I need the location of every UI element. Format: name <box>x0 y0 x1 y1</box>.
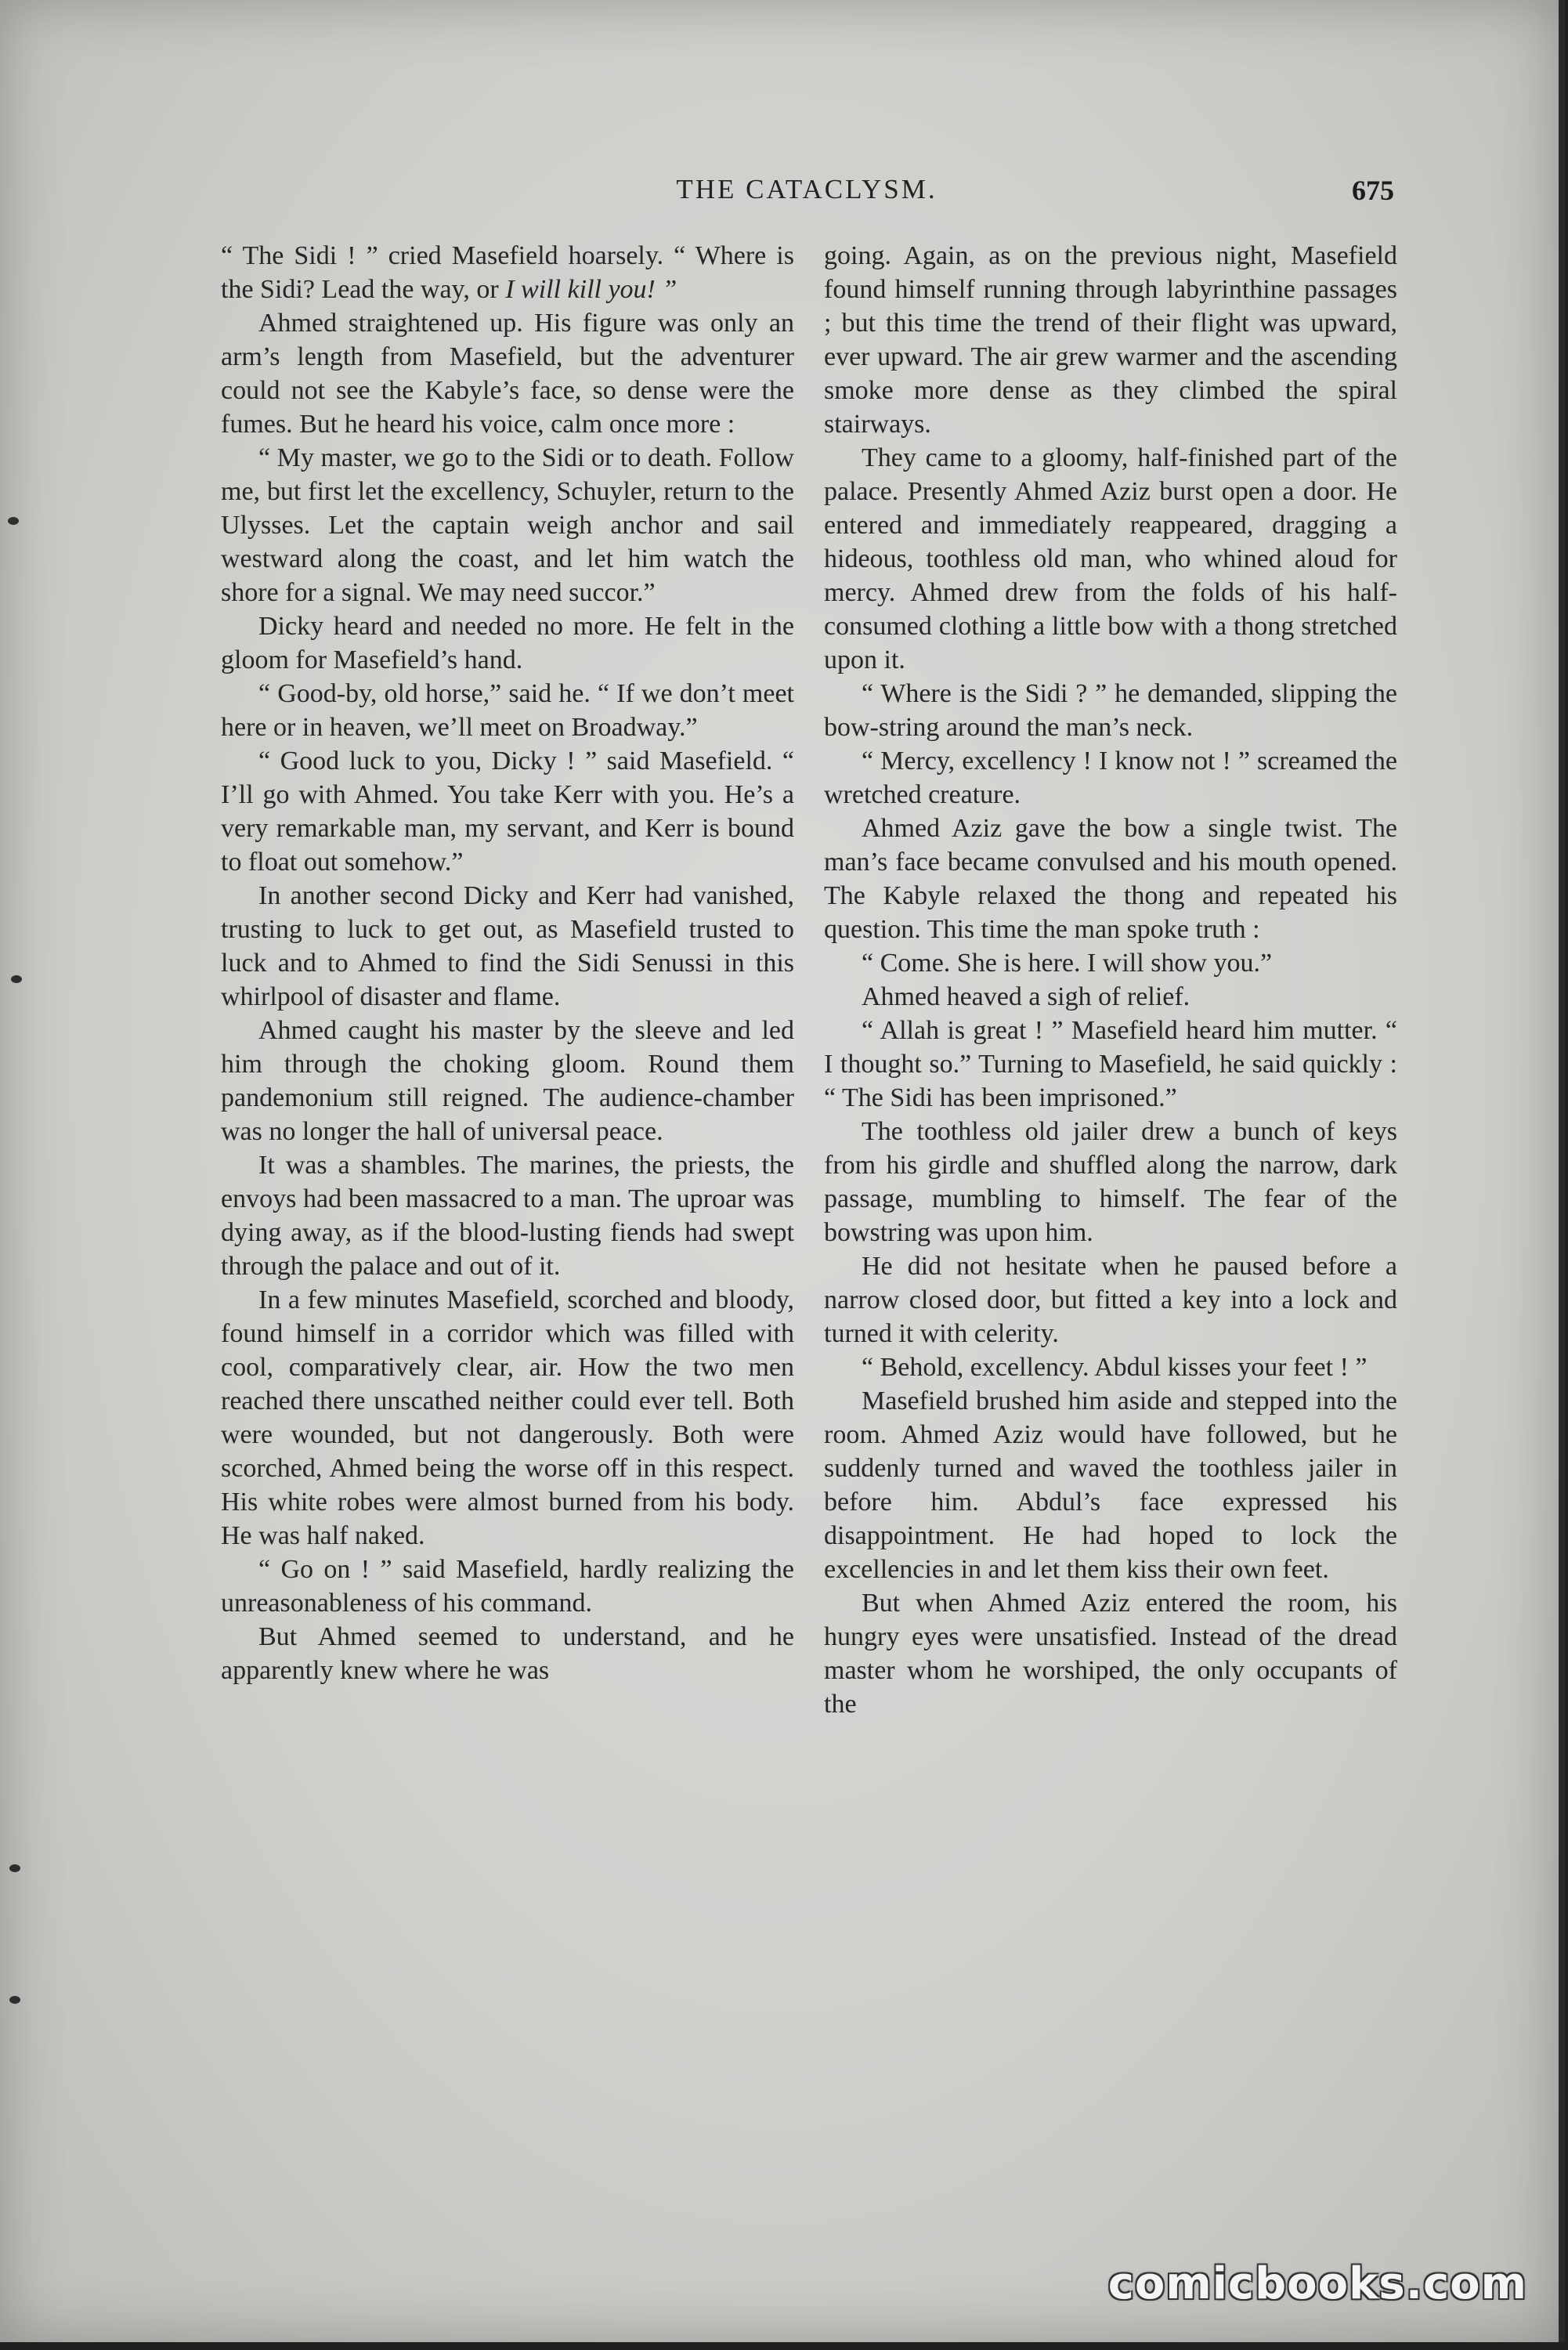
italic-text: I will kill you! ” <box>505 275 677 304</box>
paragraph: “ Good luck to you, Dicky ! ” said Masefield. “ I’ll go with Ahmed. You take Kerr with you. He’s a very remarkable man, my servant, and Kerr is bound to float out somehow.” <box>221 747 794 877</box>
paragraph: The toothless old jailer drew a bunch of keys from his girdle and shuffled along the narrow, dark passage, mumbling to himself. The fear of the bowstring was upon him. <box>824 1117 1397 1247</box>
paragraph: It was a shambles. The marines, the priests, the envoys had been massacred to a man. The uproar was dying away, as if the blood-lusting fiends had swept through the palace and out of it. <box>221 1151 794 1281</box>
running-title: THE CATACLYSM. <box>676 174 938 204</box>
paragraph: He did not hesitate when he paused before a narrow closed door, but fitted a key into a lock and turned it with celerity. <box>824 1252 1397 1348</box>
binding-mark <box>8 517 19 525</box>
binding-mark <box>11 975 22 983</box>
paragraph: Ahmed caught his master by the sleeve and led him through the choking gloom. Round them pandemonium still reigned. The audience-chamber was no longer the hall of universal peace. <box>221 1016 794 1146</box>
paragraph: They came to a gloomy, half-finished part of the palace. Presently Ahmed Aziz burst open a door. He entered and immediately reappeared, dragging a hideous, toothless old man, who whined aloud for mercy. Ahmed drew from the folds of his half-consumed clothing a little bow with a thong stretched upon it. <box>824 443 1397 674</box>
binding-mark <box>9 1996 20 2004</box>
paragraph: Ahmed Aziz gave the bow a single twist. The man’s face became convulsed and his mouth opened. The Kabyle relaxed the thong and repeated his question. This time the man spoke truth : <box>824 814 1397 944</box>
paragraph: “ My master, we go to the Sidi or to death. Follow me, but first let the excellency, Schuyler, return to the Ulysses. Let the captain weigh anchor and sail westward along the coast, and let him watch the shore for a signal. We may need succor.” <box>221 443 794 607</box>
paragraph: In another second Dicky and Kerr had vanished, trusting to luck to get out, as Masefield trusted to luck and to Ahmed to find the Sidi Senussi in this whirlpool of disaster and flame. <box>221 881 794 1011</box>
paragraph: “ Go on ! ” said Masefield, hardly realizing the unreasonableness of his command. <box>221 1555 794 1618</box>
paragraph: Ahmed heaved a sigh of relief. <box>862 982 1190 1011</box>
paragraph: In a few minutes Masefield, scorched and bloody, found himself in a corridor which was filled with cool, comparatively clear, air. How the two men reached there unscathed neither could ever tell. Both were wounded, but not dangerously. Both were scorched, Ahmed being the worse off in this respect. His white robes were almost burned from his body. He was half naked. <box>221 1285 794 1550</box>
paragraph: “ Allah is great ! ” Masefield heard him mutter. “ I thought so.” Turning to Masefield, he said quickly : “ The Sidi has been imprisoned.” <box>824 1016 1397 1112</box>
paragraph: But Ahmed seemed to understand, and he apparently knew where he was <box>221 1622 794 1685</box>
left-column <box>221 239 794 2174</box>
paragraph: “ Behold, excellency. Abdul kisses your feet ! ” <box>862 1353 1367 1382</box>
paragraph: Ahmed straightened up. His figure was only an arm’s length from Masefield, but the adventurer could not see the Kabyle’s face, so dense were the fumes. But he heard his voice, calm once more : <box>221 309 794 439</box>
paragraph: Masefield brushed him aside and stepped into the room. Ahmed Aziz would have followed, but he suddenly turned and waved the toothless jailer in before him. Abdul’s face expressed his disappointment. He had hoped to lock the excellencies in and let them kiss their own feet. <box>824 1386 1397 1584</box>
right-column <box>824 239 1397 2174</box>
paragraph: “ Mercy, excellency ! I know not ! ” screamed the wretched creature. <box>824 747 1397 809</box>
running-head <box>219 174 1394 213</box>
paragraph: going. Again, as on the previous night, Masefield found himself running through labyrinthine passages ; but this time the trend of their flight was upward, ever upward. The air grew warmer and the ascending smoke more dense as they climbed the spiral stairways. <box>824 241 1397 439</box>
paragraph: “ Come. She is here. I will show you.” <box>862 949 1273 978</box>
binding-mark <box>9 1864 20 1872</box>
paragraph: But when Ahmed Aziz entered the room, his hungry eyes were unsatisfied. Instead of the dread master whom he worshiped, the only occupants of the <box>824 1589 1397 1719</box>
page-number: 675 <box>1352 175 1394 206</box>
paragraph: “ The Sidi ! ” cried Masefield hoarsely. “ Where is the Sidi? Lead the way, or I will kill you! ” <box>221 241 794 304</box>
paragraph: Dicky heard and needed no more. He felt in the gloom for Masefield’s hand. <box>221 612 794 674</box>
watermark-logo: comicbooks.com <box>1107 2258 1527 2309</box>
paragraph: “ Where is the Sidi ? ” he demanded, slipping the bow-string around the man’s neck. <box>824 679 1397 742</box>
paragraph: “ Good-by, old horse,” said he. “ If we don’t meet here or in heaven, we’ll meet on Broadway.” <box>221 679 794 742</box>
